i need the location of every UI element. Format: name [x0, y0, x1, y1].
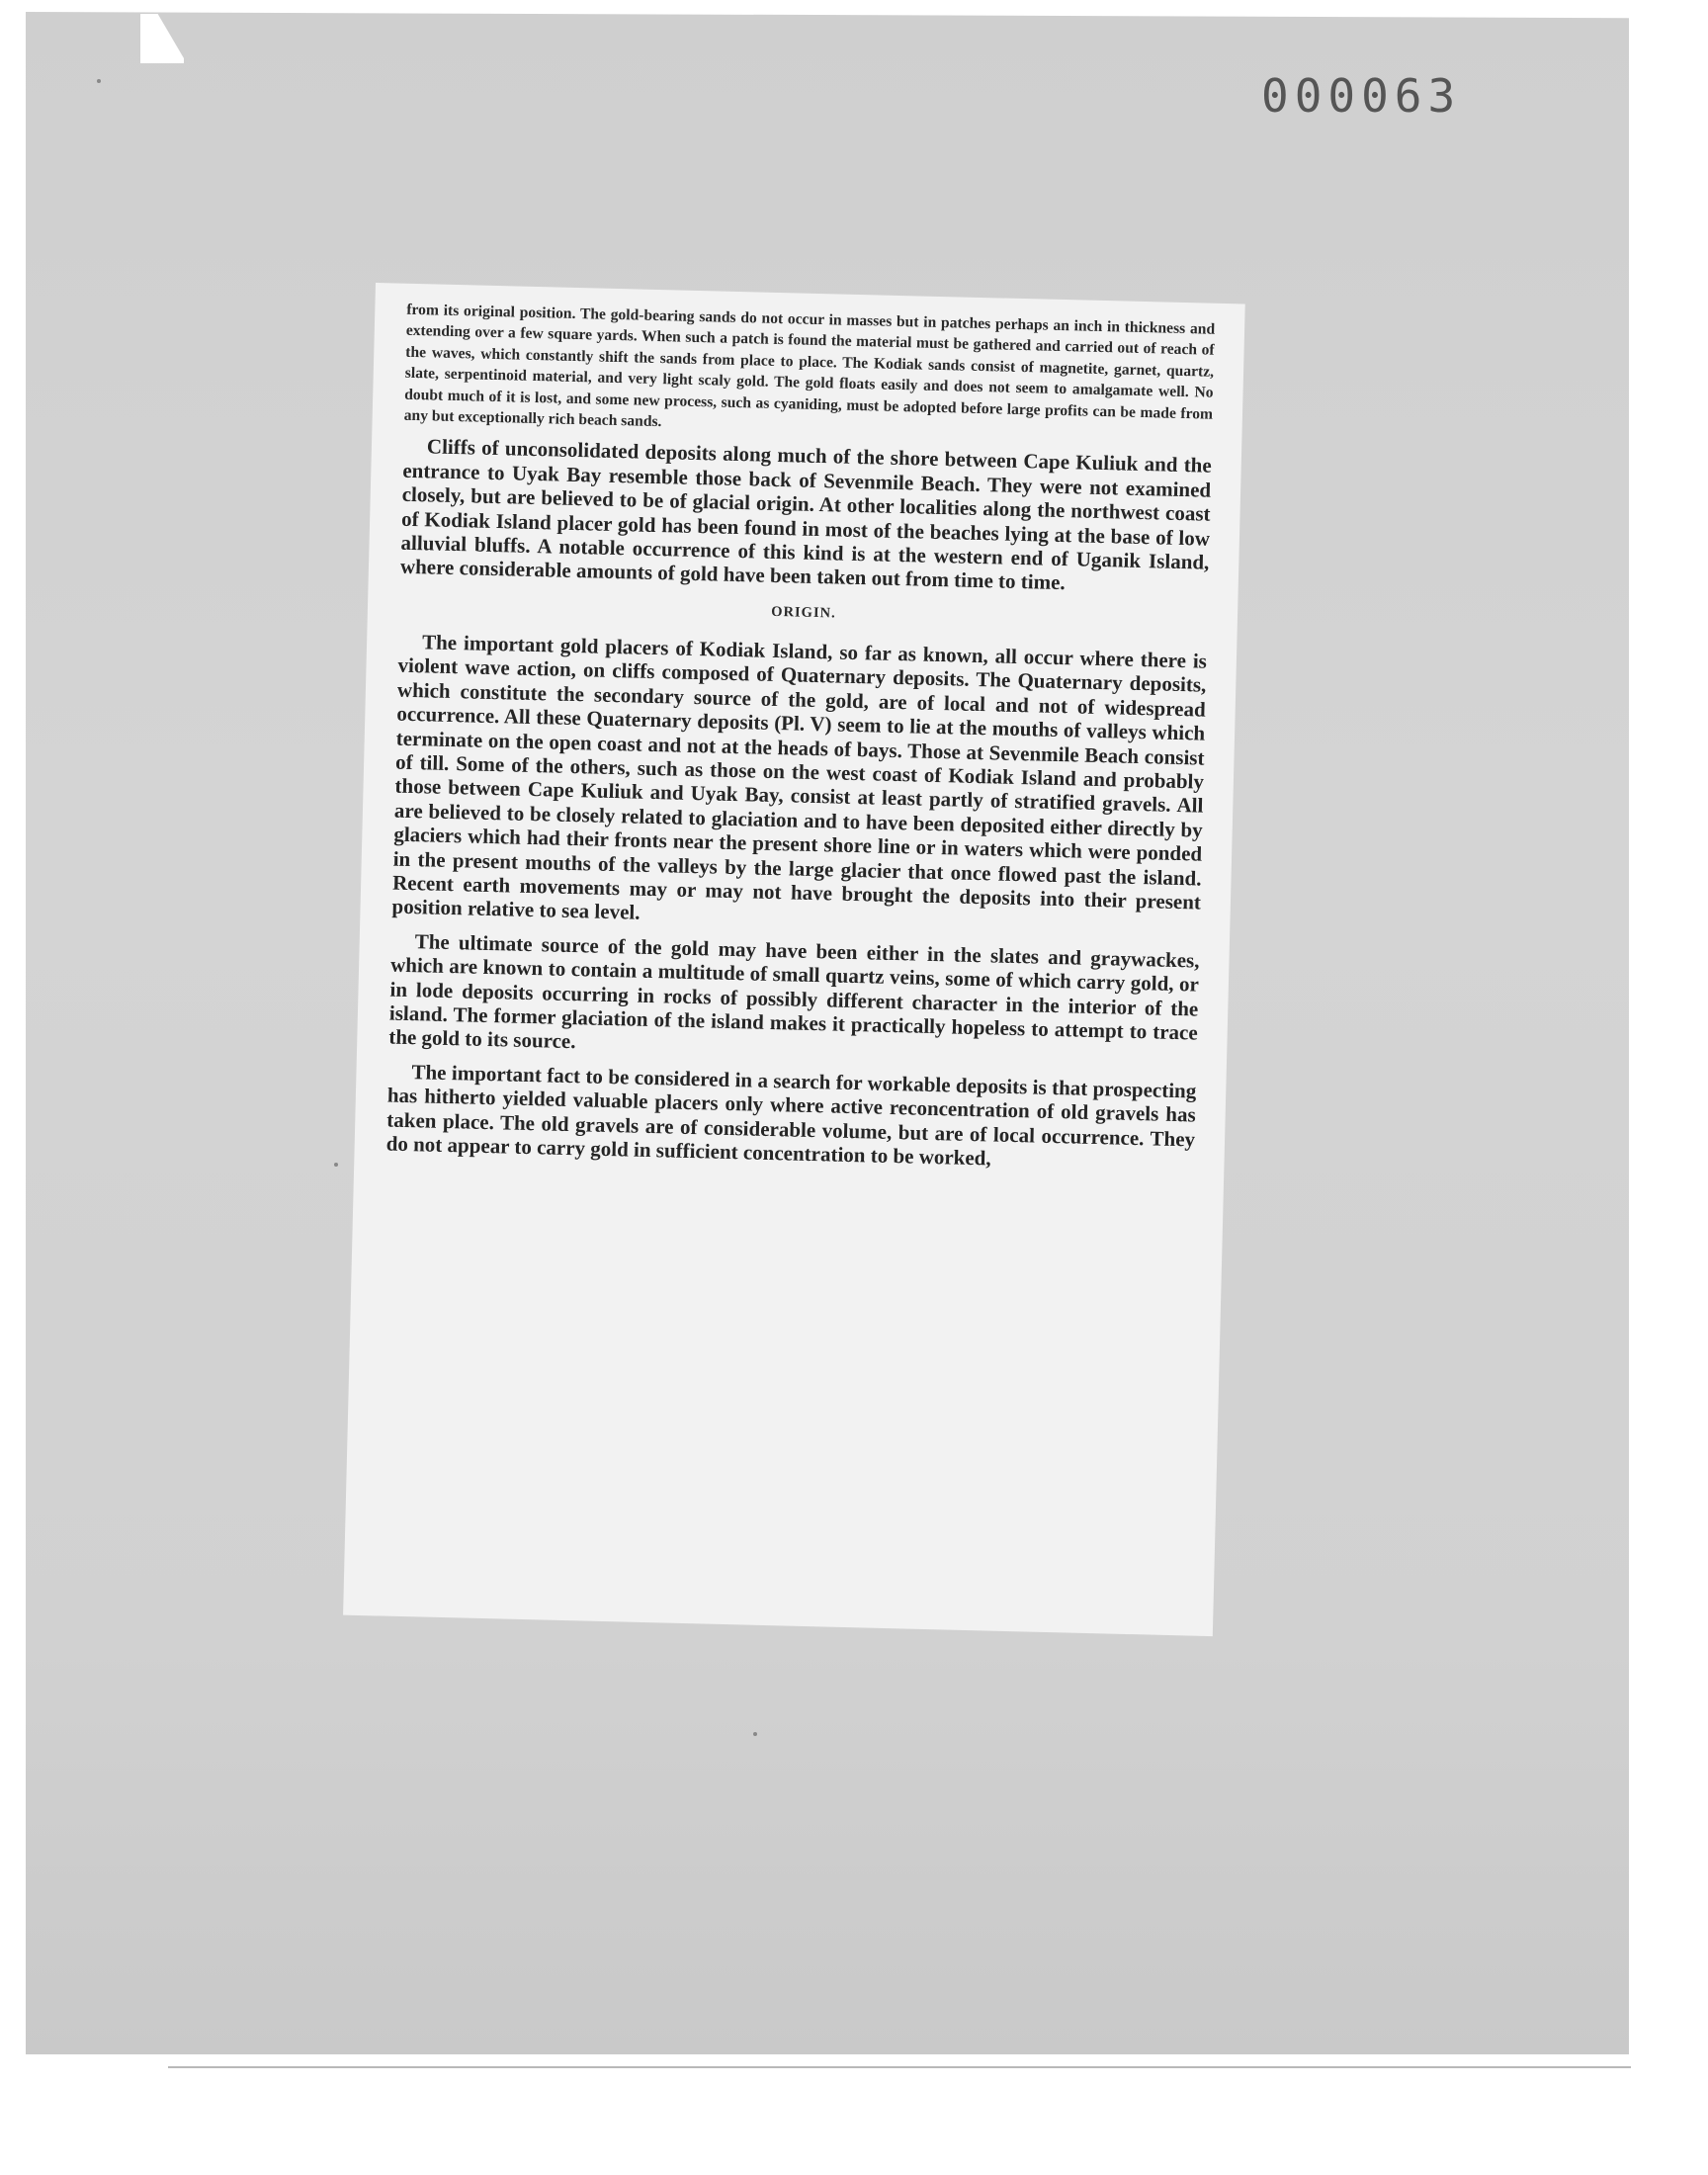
speck — [334, 1163, 338, 1167]
section-heading-origin: ORIGIN. — [771, 603, 836, 622]
printed-page — [343, 283, 1245, 1636]
speck — [753, 1732, 757, 1736]
paragraph-continuation: from its original position. The gold-bearing sands do not occur in masses but in patches perhaps an inch in thickness and extending over a few square yards. When such a patch is found the material must be gathered and carried out of reach of the waves, which constantly shift the sands from place to place. The Kodiak sands consist of magnetite, garnet, quartz, slate, serpentinoid material, and very light scaly gold. The gold floats easily and does not seem to amalgamate well. No doubt much of it is lost, and some new process, such as cyaniding, must be adopted before large profits can be made from any but exceptionally rich beach sands. — [403, 301, 1216, 431]
speck — [97, 79, 101, 83]
paragraph-cliffs: Cliffs of unconsolidated deposits along much of the shore between Cape Kuliuk and the entrance to Uyak Bay resemble those back of Sevenmile Beach. They were not examined closely, but are believed to be of glacial origin. At other localities along the northwest coast of Kodiak Island placer gold has been found in most of the beaches lying at the base of low alluvial bluffs. A notable occurrence of this kind is at the western end of Uganik Island, where considerable amounts of gold have been taken out from time to time. — [399, 434, 1213, 595]
page-number-stamp: 000063 — [1261, 69, 1462, 123]
paragraph-important-fact: The important fact to be considered in a search for workable deposits is that prospecting has hitherto yielded valuable placers only where active reconcentration of old gravels has taken place. The old gravels are of considerable volume, but are of local occurrence. They do not appear to carry gold in sufficient concentration to be worked, — [385, 1059, 1197, 1171]
backing-edge-line — [168, 2066, 1631, 2068]
paragraph-placers: The important gold placers of Kodiak Island, so far as known, all occur where there is violent wave action, on cliffs composed of Quaternary deposits. The Quaternary deposits, which constitute the secondary source of the gold, are of local and not of widespread occurrence. All these Quaternary deposits (Pl. V) seem to lie at the mouths of valleys which terminate on the open coast and not at the heads of bays. Those at Sevenmile Beach consist of till. Some of the others, such as those on the west coast of Kodiak Island and probably those between Cape Kuliuk and Uyak Bay, consist at least partly of stratified gravels. All are believed to be closely related to glaciation and to have been deposited either directly by glaciers which had their fronts near the present shore line or in waters which were ponded in the present mouths of the valleys by the large glacier that once flowed past the island. Recent earth movements may or may not have brought the deposits into their present position relative to sea level. — [391, 630, 1208, 925]
paragraph-ultimate-source: The ultimate source of the gold may have been either in the slates and graywackes, which are known to contain a multitude of small quartz veins, some of which carry gold, or in lode deposits occurring in rocks of possibly different character in the interior of the island. The former glaciation of the island makes it practically hopeless to attempt to trace the gold to its source. — [388, 928, 1200, 1054]
